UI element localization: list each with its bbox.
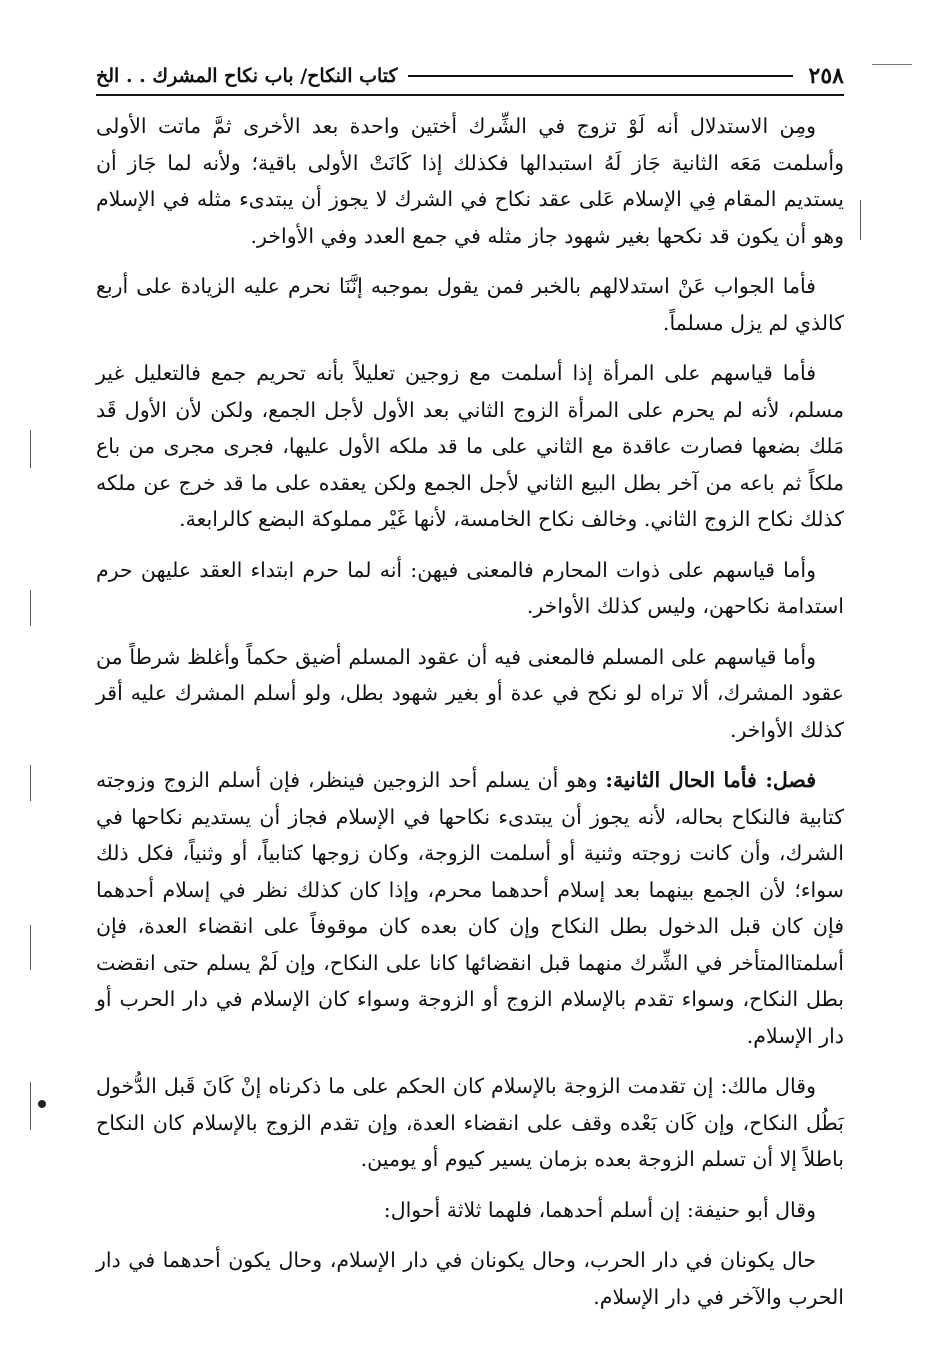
margin-line — [30, 925, 31, 970]
paragraph-1: ومِن الاستدلال أنه لَوْ تزوج في الشِّرك أختين واحدة بعد الأخرى ثمَّ ماتت الأولى وأسلمت مَعَه الثانية جَاز لَهُ استبدالها فكذلك إذا كَانَتْ الأولى باقية؛ ولأنه لما جَاز أن يستديم المقام فِي الإسلام عَلى عقد نكاح في الشرك لا يجوز أن يبتدىء مثله في الإسلام وهو أن يكون قد نكحها بغير شهود جاز مثله في جمع العدد وفي الأواخر. — [96, 114, 844, 248]
margin-line — [30, 765, 31, 801]
paragraph-3: فأما قياسهم على المرأة إذا أسلمت مع زوجين تعليلاً بأنه تحريم جمع فالتعليل غير مسلم، لأنه لم يحرم على المرأة الزوج الثاني بعد الأول لأجل الجمع، ولكن لأن الأول قَد مَلك بضعها فصارت عاقدة مع الثاني على ما قد ملكه الأول عليها، فجرى مجرى من باع ملكاً ثم باعه من آخر بطل البيع الثاني لأجل الجمع ولكن يعقده على ما قد خرج عن ملكه كذلك نكاح الزوج الثاني. وخالف نكاح الخامسة، لأنها غَيْر مملوكة البضع كالرابعة. — [96, 361, 844, 531]
section-lead: فصل: فأما الحال الثانية: — [605, 768, 816, 792]
page-number: ٢٥٨ — [808, 63, 844, 89]
body-text — [96, 108, 844, 1329]
corner-rule — [872, 64, 912, 65]
margin-line — [30, 590, 31, 626]
paragraph-7: وقال مالك: إن تقدمت الزوجة بالإسلام كان الحكم على ما ذكرناه إنْ كَانَ قَبل الدُّخول بَطُل النكاح، وإن كَان بَعْده وقف على انقضاء العدة، وإن تقدم الزوج بالإسلام كان النكاح باطلاً إلا أن تسلم الزوجة بعده بزمان يسير كيوم أو يومين. — [96, 1074, 844, 1171]
paragraph-9: حال يكونان في دار الحرب، وحال يكونان في دار الإسلام، وحال يكون أحدهما في دار الحرب والآخر في دار الإسلام. — [96, 1248, 844, 1309]
paragraph-6 — [96, 762, 844, 1054]
paragraph-2: فأما الجواب عَنْ استدلالهم بالخبر فمن يقول بموجبه إنَّنَا نحرم عليه الزيادة على أربع كالذي لم يزل مسلماً. — [96, 274, 844, 335]
margin-line — [30, 1082, 31, 1130]
header-rule — [408, 75, 793, 77]
paragraph-5: وأما قياسهم على المسلم فالمعنى فيه أن عقود المسلم أضيق حكماً وأغلظ شرطاً من عقود المشرك، ألا تراه لو نكح في عدة أو بغير شهود بطل، ولو أسلم المشرك عليه أقر كذلك الأواخر. — [96, 644, 844, 742]
paragraph-4: وأما قياسهم على ذوات المحارم فالمعنى فيهن: أنه لما حرم ابتداء العقد عليهن حرم استدامة نكاحهن، وليس كذلك الأواخر. — [96, 557, 844, 618]
running-title: كتاب النكاح/ باب نكاح المشرك . . الخ — [96, 65, 398, 87]
page-header — [96, 58, 844, 96]
paragraph-8: وقال أبو حنيفة: إن أسلم أحدهما، فلهما ثلاثة أحوال: — [383, 1197, 816, 1222]
margin-dot — [38, 1100, 46, 1108]
margin-line — [30, 430, 31, 468]
paragraph-6-text: وهو أن يسلم أحد الزوجين فينظر، فإن أسلم الزوج وزوجته كتابية فالنكاح بحاله، لأنه يجوز أن يبتدىء نكاحها في الإسلام فجاز أن يستديم نكاحها في الشرك، وأن كانت زوجته وثنية أو أسلمت الزوجة، وكان زوجها كتابياً، أو وثنياً، فكل ذلك سواء؛ لأن الجمع بينهما بعد إسلام أحدهما محرم، وإذا كان كذلك نظر في إسلام أحدهما فإن كان قبل الدخول بطل النكاح وإن كان بعده كان موقوفاً على انقضاء العدة، فإن أسلمتاالمتأخر في الشِّرك منهما قبل انقضائها كانا على النكاح، وإن لَمْ يسلم حتى انقضت بطل النكاح، وسواء تقدم بالإسلام الزوج أو الزوجة وسواء كان الإسلام في دار الحرب أو دار الإسلام. — [96, 768, 844, 1048]
margin-line — [860, 200, 861, 240]
